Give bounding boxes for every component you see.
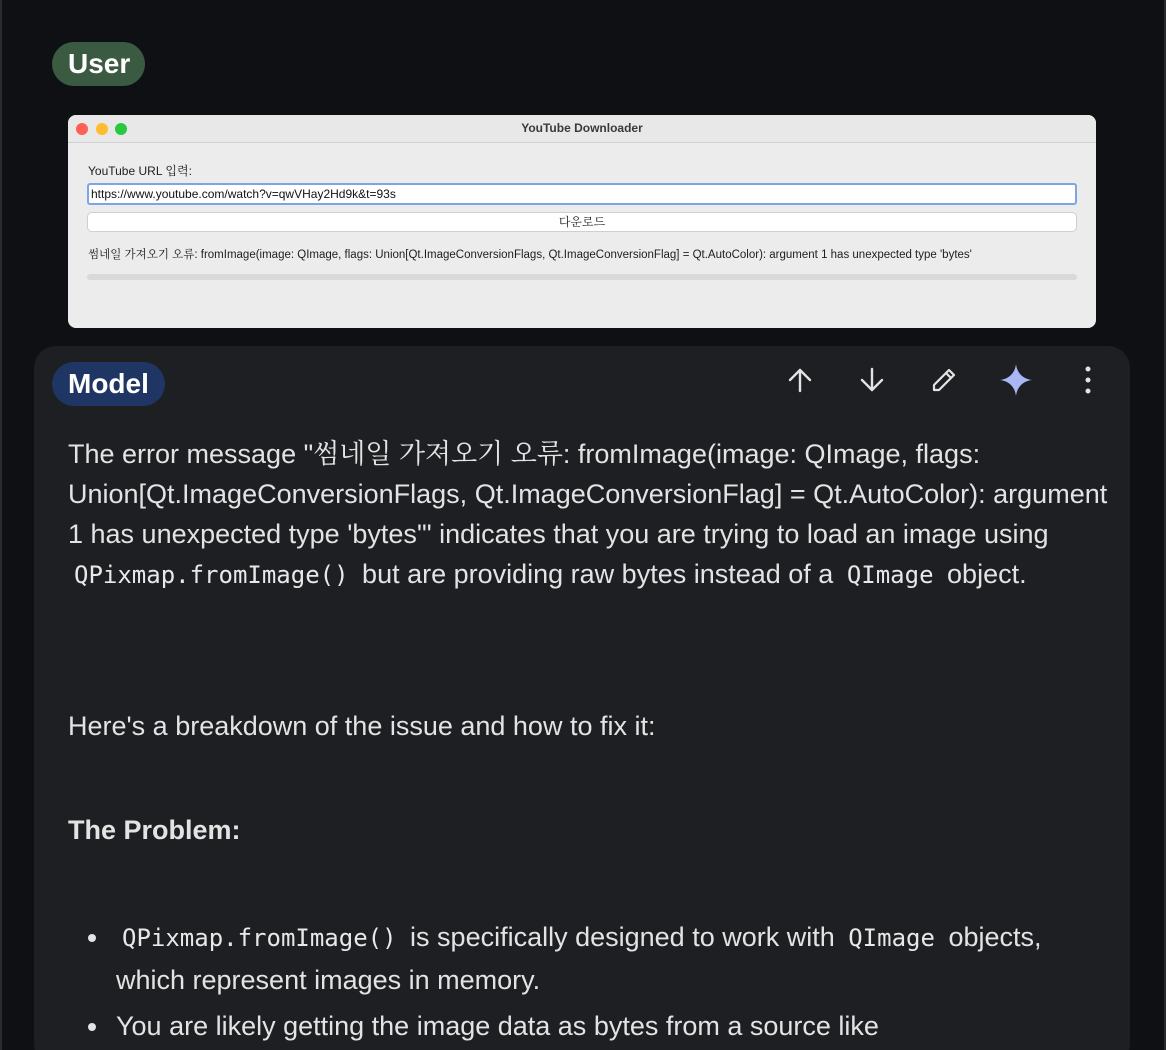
inline-code: QImage (848, 924, 935, 952)
arrow-up-icon[interactable] (782, 362, 818, 398)
text-segment: but are providing raw bytes instead of a (354, 559, 841, 589)
left-border (0, 0, 2, 1050)
inline-code: QPixmap.fromImage() (122, 924, 397, 952)
url-field: https://www.youtube.com/watch?v=qwVHay2Hd9k&t=93s (87, 183, 1077, 205)
list-item (68, 916, 1108, 1001)
text-segment: objects, which represent images in memory. (116, 922, 1042, 995)
bullet-icon (88, 934, 96, 942)
bullet-list (68, 916, 1108, 1047)
user-role-chip: User (52, 42, 145, 86)
list-item (68, 1005, 1108, 1047)
progress-bar (87, 274, 1077, 280)
model-role-chip: Model (52, 362, 165, 406)
inline-code: QImage (846, 561, 934, 589)
download-button: 다운로드 (87, 212, 1077, 232)
text-segment: object. (939, 559, 1027, 589)
arrow-down-icon[interactable] (854, 362, 890, 398)
error-message: 썸네일 가져오기 오류: fromImage(image: QImage, flags: Union[Qt.ImageConversionFlags, Qt.ImageConversionFlag] = Qt.AutoColor): argument 1 has unexpected type 'bytes' (88, 249, 972, 261)
text-segment: You are likely getting the image data as bytes from a source like (116, 1011, 879, 1041)
bullet-icon (88, 1023, 96, 1031)
text-segment: The error message "썸네일 가져오기 오류: fromImage(image: QImage, flags: Union[Qt.ImageConversionFlags, Qt.ImageConversionFlag] = Qt.AutoColor): argument 1 has unexpected type 'bytes'" indicates that you are trying to load an image using (68, 439, 1108, 549)
sparkle-icon[interactable] (998, 362, 1034, 398)
window-titlebar (68, 115, 1096, 143)
inline-code: QPixmap.fromImage() (74, 561, 349, 589)
response-paragraph (68, 434, 1108, 595)
pencil-icon[interactable] (926, 362, 962, 398)
text-segment: is specifically designed to work with (402, 922, 843, 952)
url-label: YouTube URL 입력: (88, 164, 192, 178)
section-heading: The Problem: (68, 815, 241, 845)
response-paragraph: Here's a breakdown of the issue and how to fix it: (68, 711, 656, 741)
attached-screenshot (68, 115, 1096, 328)
more-vert-icon[interactable] (1070, 362, 1106, 398)
window-title: YouTube Downloader (521, 121, 643, 135)
